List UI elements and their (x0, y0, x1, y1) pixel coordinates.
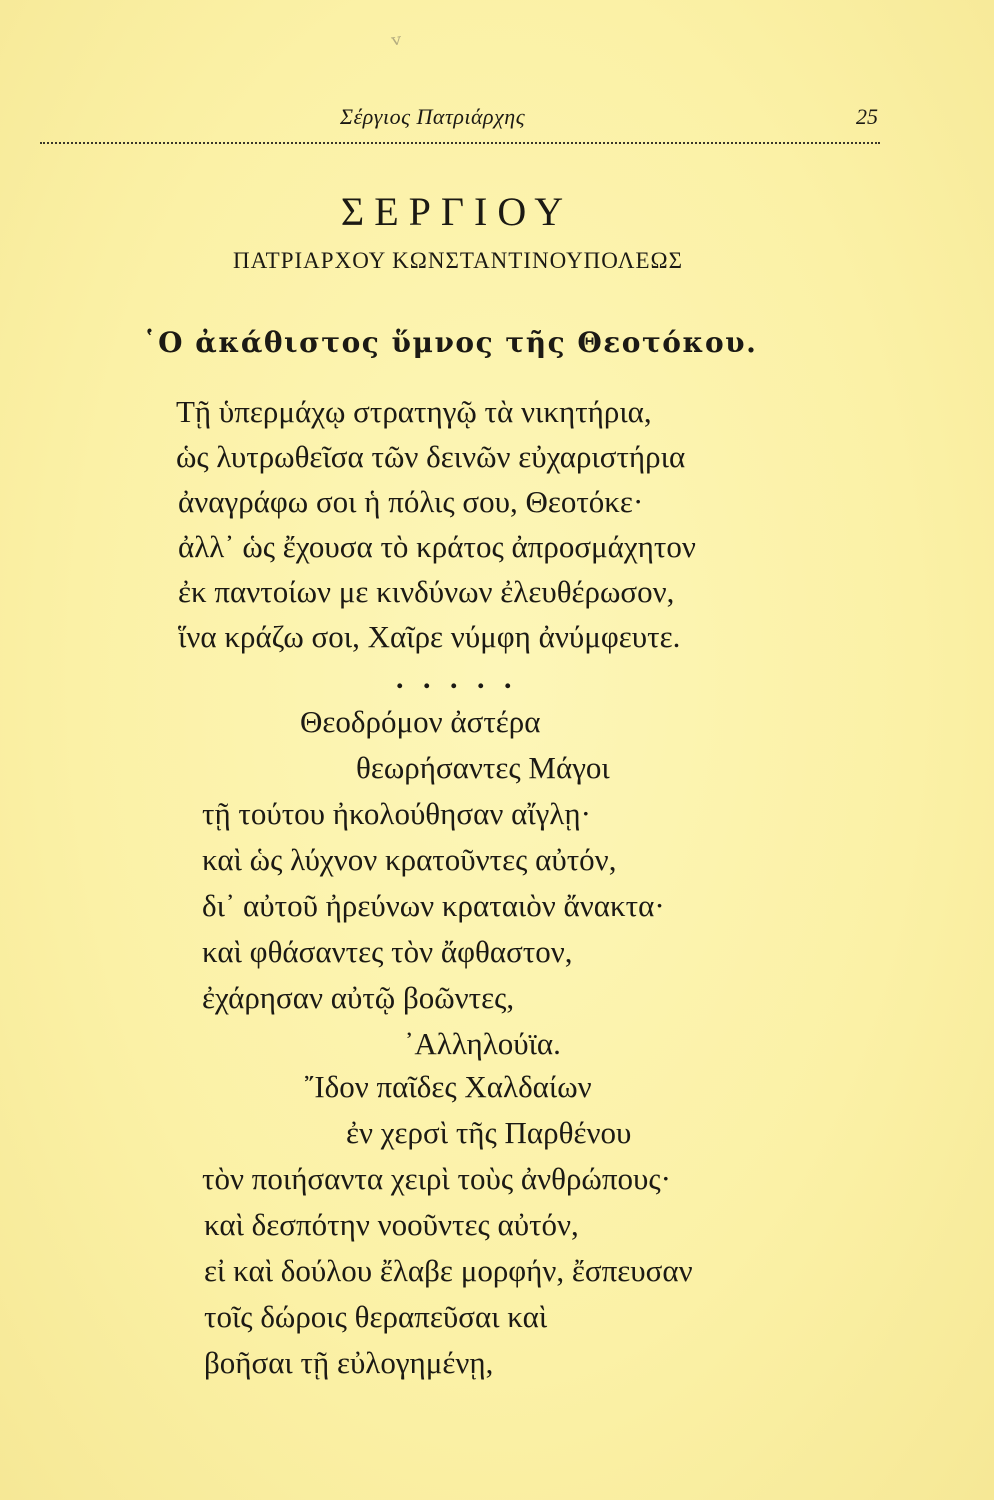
header-rule (40, 142, 880, 144)
verse-line: δι᾽ αὐτοῦ ἠρεύνων κραταιὸν ἄνακτα· (202, 888, 665, 923)
verse-line: ἐν χερσὶ τῆς Παρθένου (346, 1115, 632, 1150)
verse-line: θεωρήσαντες Μάγοι (356, 750, 610, 785)
verse-line: καὶ δεσπότην νοοῦντες αὐτόν, (204, 1207, 579, 1242)
verse-line: ἀναγράφω σοι ἡ πόλις σου, Θεοτόκε· (178, 484, 644, 519)
section-separator: . . . . . (396, 662, 518, 695)
verse-line: εἰ καὶ δούλου ἔλαβε μορφήν, ἔσπευσαν (204, 1253, 693, 1288)
verse-line: τῇ τούτου ἠκολούθησαν αἴγλῃ· (202, 796, 591, 831)
hymn-title: ῾Ο ἀκάθιστος ὕμνος τῆς Θεοτόκου. (142, 326, 758, 359)
author-title: ΣΕΡΓΙΟΥ (340, 189, 574, 234)
running-title: Σέργιος Πατριάρχης (340, 104, 526, 129)
verse-line: ῎Ιδον παῖδες Χαλδαίων (304, 1069, 592, 1104)
ink-mark: ᵛ (389, 27, 405, 62)
verse-line: ἀλλ᾽ ὡς ἔχουσα τὸ κράτος ἀπροσμάχητον (178, 529, 696, 564)
verse-line: ὡς λυτρωθεῖσα τῶν δεινῶν εὐχαριστήρια (176, 439, 686, 474)
verse-line: ἐκ παντοίων με κινδύνων ἐλευθέρωσον, (178, 574, 675, 609)
verse-line: Τῇ ὑπερμάχῳ στρατηγῷ τὰ νικητήρια, (176, 394, 652, 429)
verse-line: τὸν ποιήσαντα χειρὶ τοὺς ἀνθρώπους· (202, 1161, 671, 1196)
verse-line: ἵνα κράζω σοι, Χαῖρε νύμφη ἀνύμφευτε. (178, 619, 681, 654)
verse-line: καὶ ὡς λύχνον κρατοῦντες αὐτόν, (202, 842, 617, 877)
verse-line: ἐχάρησαν αὐτῷ βοῶντες, (202, 980, 515, 1015)
verse-line: Θεοδρόμον ἀστέρα (300, 704, 541, 739)
page-number: 25 (856, 104, 878, 129)
author-subtitle: ΠΑΤΡΙΑΡΧΟΥ ΚΩΝΣΤΑΝΤΙΝΟΥΠΟΛΕΩΣ (232, 248, 684, 273)
verse-line: καὶ φθάσαντες τὸν ἄφθαστον, (202, 934, 573, 969)
verse-line: τοῖς δώροις θεραπεῦσαι καὶ (204, 1299, 548, 1334)
verse-line: βοῆσαι τῇ εὐλογημένῃ, (204, 1345, 494, 1380)
verse-line: ᾽Αλληλούϊα. (404, 1026, 561, 1061)
